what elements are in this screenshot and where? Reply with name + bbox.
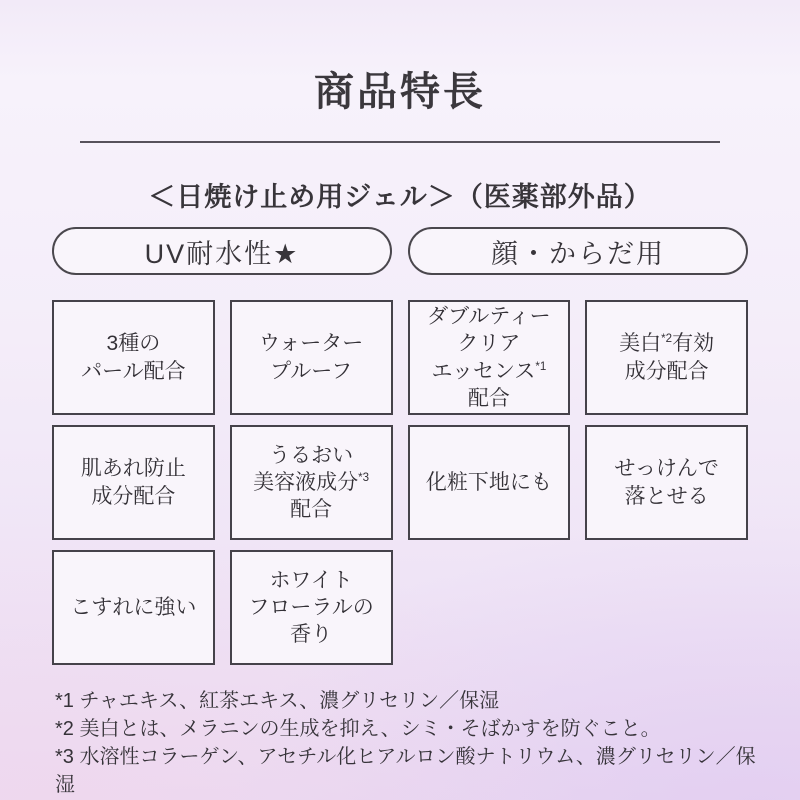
badge-uv-water-resistance: UV耐水性★ <box>52 227 392 275</box>
feature-card <box>585 425 748 540</box>
feature-card-line: 肌あれ防止 <box>80 457 186 481</box>
feature-card <box>408 300 571 415</box>
badge-face-and-body: 顔・からだ用 <box>408 227 748 275</box>
feature-card-line: クリア <box>457 332 521 356</box>
feature-card-line: 落とせる <box>624 484 709 508</box>
page-title: 商品特長 <box>314 70 486 114</box>
feature-card-line: 配合 <box>290 498 333 522</box>
feature-card-line: 成分配合 <box>624 359 709 383</box>
title-divider <box>80 141 720 143</box>
footnote: *3 水溶性コラーゲン、アセチル化ヒアルロン酸ナトリウム、濃グリセリン／保湿 <box>55 746 756 796</box>
feature-card-line: ウォーター <box>259 332 364 356</box>
footnote: *1 チャエキス、紅茶エキス、濃グリセリン／保湿 <box>55 690 500 712</box>
feature-grid <box>52 300 748 665</box>
feature-card-line: うるおい <box>269 443 354 467</box>
feature-card-line: 化粧下地にも <box>425 470 552 494</box>
feature-card-line: こすれに強い <box>70 595 197 619</box>
feature-card-line: 配合 <box>467 386 510 410</box>
feature-card-line: ホワイト <box>269 568 353 592</box>
feature-card <box>52 425 215 540</box>
feature-card-line: 美白$^{*2}$有効 <box>619 332 715 356</box>
feature-card-line: 香り <box>290 623 333 647</box>
feature-card-line: ダブルティー <box>427 304 551 328</box>
feature-card-line: フローラルの <box>248 595 374 619</box>
feature-card <box>408 425 571 540</box>
feature-card-line: 成分配合 <box>91 484 176 508</box>
feature-card-line: 美容液成分$^{*3}$ <box>253 470 370 494</box>
feature-card <box>230 300 393 415</box>
feature-card <box>230 425 393 540</box>
feature-card-line: エッセンス$^{*1}$ <box>431 359 547 383</box>
feature-card <box>52 300 215 415</box>
feature-card <box>230 550 393 665</box>
feature-card-line: パール配合 <box>81 359 186 383</box>
feature-card <box>52 550 215 665</box>
footnotes <box>55 687 760 799</box>
feature-card <box>585 300 748 415</box>
badge-row <box>52 227 748 275</box>
feature-card-line: プルーフ <box>270 359 353 383</box>
footnote: *2 美白とは、メラニンの生成を抑え、シミ・そばかすを防ぐこと。 <box>55 718 661 740</box>
feature-card-line: せっけんで <box>614 457 719 481</box>
feature-card-line: 3種の <box>106 332 161 356</box>
product-category-subtitle: ＜日焼け止め用ジェル＞（医薬部外品） <box>148 182 652 212</box>
